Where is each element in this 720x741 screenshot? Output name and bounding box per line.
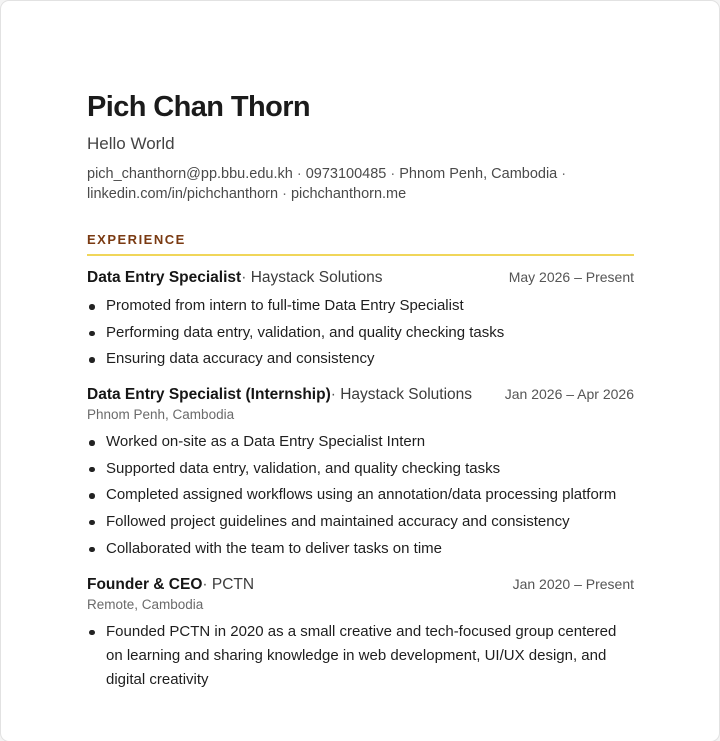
contact-phone: 0973100485 (305, 166, 387, 182)
job-bullet: Performing data entry, validation, and quality checking tasks (106, 321, 634, 345)
resume-page (1, 1, 719, 741)
job-bullets (87, 294, 634, 371)
job-role (87, 575, 254, 595)
contact-linkedin: linkedin.com/in/pichchanthorn (87, 185, 279, 202)
job-bullet: Supported data entry, validation, and quality checking tasks (106, 457, 634, 481)
job-entry (87, 267, 634, 371)
job-bullet: Followed project guidelines and maintained accuracy and consistency (106, 510, 634, 534)
job-company: PCTN (211, 575, 255, 593)
job-header (87, 574, 634, 595)
job-separator: · (330, 386, 336, 404)
job-bullet: Ensuring data accuracy and consistency (106, 347, 634, 371)
job-bullet: Collaborated with the team to deliver tasks on time (106, 537, 634, 561)
job-title: Data Entry Specialist (Internship) (87, 386, 331, 404)
experience-list (87, 267, 634, 692)
job-role (87, 268, 383, 288)
contact-separator: · (282, 185, 287, 202)
job-date: Jan 2026 – Apr 2026 (504, 386, 634, 403)
contact-email: pich_chanthorn@pp.bbu.edu.kh (87, 166, 293, 182)
job-separator: · (241, 269, 247, 286)
job-location: Phnom Penh, Cambodia (87, 407, 235, 423)
job-entry (87, 574, 634, 692)
job-bullet: Worked on-site as a Data Entry Specialist Intern (106, 430, 634, 454)
resume-content (87, 89, 634, 694)
job-bullet: Founded PCTN in 2020 as a small creative and tech-focused group centered on learning and sharing knowledge in web development, UI/UX design, and digital creativity (106, 620, 634, 692)
contact-separator: · (561, 166, 567, 182)
job-date: May 2026 – Present (508, 269, 634, 285)
job-separator: · (202, 575, 208, 593)
job-header (87, 267, 634, 288)
experience-section-title: EXPERIENCE (87, 232, 634, 256)
job-title: Founder & CEO (87, 575, 203, 593)
job-entry (87, 384, 634, 560)
job-date: Jan 2020 – Present (512, 575, 634, 592)
contact-separator: · (296, 166, 302, 182)
job-bullet: Completed assigned workflows using an annotation/data processing platform (106, 483, 634, 507)
job-company: Haystack Solutions (340, 386, 473, 404)
job-location: Remote, Cambodia (87, 596, 204, 612)
job-header (87, 384, 634, 405)
job-role (87, 385, 472, 405)
job-bullets (87, 620, 634, 692)
job-title: Data Entry Specialist (87, 269, 242, 286)
contact-info (87, 165, 634, 204)
contact-website: pichchanthorn.me (290, 185, 407, 202)
candidate-name: Pich Chan Thorn (87, 91, 311, 123)
job-bullet: Promoted from intern to full-time Data Entry Specialist (106, 294, 634, 318)
job-company: Haystack Solutions (250, 269, 383, 286)
candidate-headline: Hello World (87, 134, 175, 153)
job-bullets (87, 430, 634, 560)
contact-separator: · (390, 166, 396, 182)
contact-location: Phnom Penh, Cambodia (399, 166, 558, 182)
